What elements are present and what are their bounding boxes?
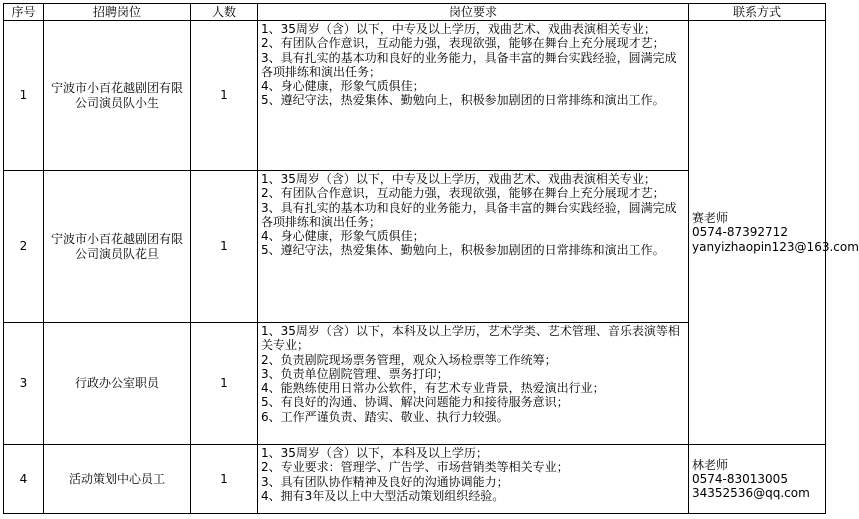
requirement-item: 2、负责剧院现场票务管理，观众入场检票等工作统筹； [261,352,557,367]
requirement-item: 4、身心健康，形象气质俱佳； [261,229,425,244]
header-requirements: 岗位要求 [258,4,689,21]
table-row [4,445,826,514]
row-requirements [258,171,689,323]
requirement-item: 1、35周岁（含）以下，中专及以上学历，戏曲艺术、戏曲表演相关专业； [261,22,656,36]
row-index: 2 [4,171,44,323]
requirement-item: 3、具有扎实的基本功和良好的业务能力，具备丰富的舞台实践经验，圆满完成各项排练和演出任务； [261,50,677,79]
row-count: 1 [191,21,258,171]
header-contact: 联系方式 [689,4,826,21]
contact-email: 34352536@qq.com [692,486,810,501]
contact-cell-2 [689,445,826,514]
requirement-item: 4、身心健康，形象气质俱佳； [261,79,425,94]
requirement-item: 1、35周岁（含）以下，中专及以上学历，戏曲艺术、戏曲表演相关专业； [261,172,656,186]
row-count: 1 [191,323,258,445]
row-index: 4 [4,445,44,514]
row-requirements [258,21,689,171]
recruitment-table [3,3,859,514]
contact-phone: 0574-83013005 [692,471,788,486]
row-position: 活动策划中心员工 [44,445,191,514]
row-position: 宁波市小百花越剧团有限公司演员队花旦 [44,171,191,323]
requirement-item: 6、工作严谨负责、踏实、敬业、执行力较强。 [261,409,509,424]
row-requirements [258,445,689,514]
requirement-item: 5、遵纪守法，热爱集体、勤勉向上，积极参加剧团的日常排练和演出工作。 [261,243,665,258]
requirement-item: 2、专业要求：管理学、广告学、市场营销类等相关专业； [261,460,569,475]
contact-name: 林老师 [692,457,729,472]
header-index: 序号 [4,4,44,21]
contact-email: yanyizhaopin123@163.com [692,239,859,254]
requirement-item: 3、具有团队协作精神及良好的沟通协调能力； [261,474,509,489]
row-requirements [258,323,689,445]
row-count: 1 [191,171,258,323]
requirement-item: 3、负责单位剧院管理、票务打印； [261,366,449,381]
row-count: 1 [191,445,258,514]
requirement-item: 2、有团队合作意识，互动能力强，表现欲强，能够在舞台上充分展现才艺； [261,186,665,201]
requirement-item: 1、35周岁（含）以下，本科及以上学历； [261,446,488,460]
requirement-item: 5、有良好的沟通、协调、解决问题能力和接待服务意识； [261,395,569,410]
contact-cell-1 [689,21,859,445]
requirement-item: 4、拥有3年及以上中大型活动策划组织经验。 [261,488,505,503]
header-position: 招聘岗位 [44,4,191,21]
row-index: 3 [4,323,44,445]
row-position: 宁波市小百花越剧团有限公司演员队小生 [44,21,191,171]
contact-phone: 0574-87392712 [692,225,788,240]
table-row [4,21,826,171]
header-row [4,4,826,21]
requirement-item: 2、有团队合作意识，互动能力强，表现欲强，能够在舞台上充分展现才艺； [261,36,665,51]
header-count: 人数 [191,4,258,21]
requirement-item: 4、能熟练使用日常办公软件，有艺术专业背景，热爱演出行业； [261,381,605,396]
row-position: 行政办公室职员 [44,323,191,445]
requirement-item: 3、具有扎实的基本功和良好的业务能力，具备丰富的舞台实践经验，圆满完成各项排练和演出任务； [261,200,677,229]
requirement-item: 5、遵纪守法，热爱集体、勤勉向上，积极参加剧团的日常排练和演出工作。 [261,93,665,108]
recruitment-table-wrapper [3,3,859,514]
contact-name: 赛老师 [692,211,729,226]
requirement-item: 1、35周岁（含）以下，本科及以上学历，艺术学类、艺术管理、音乐表演等相关专业； [261,324,680,353]
row-index: 1 [4,21,44,171]
